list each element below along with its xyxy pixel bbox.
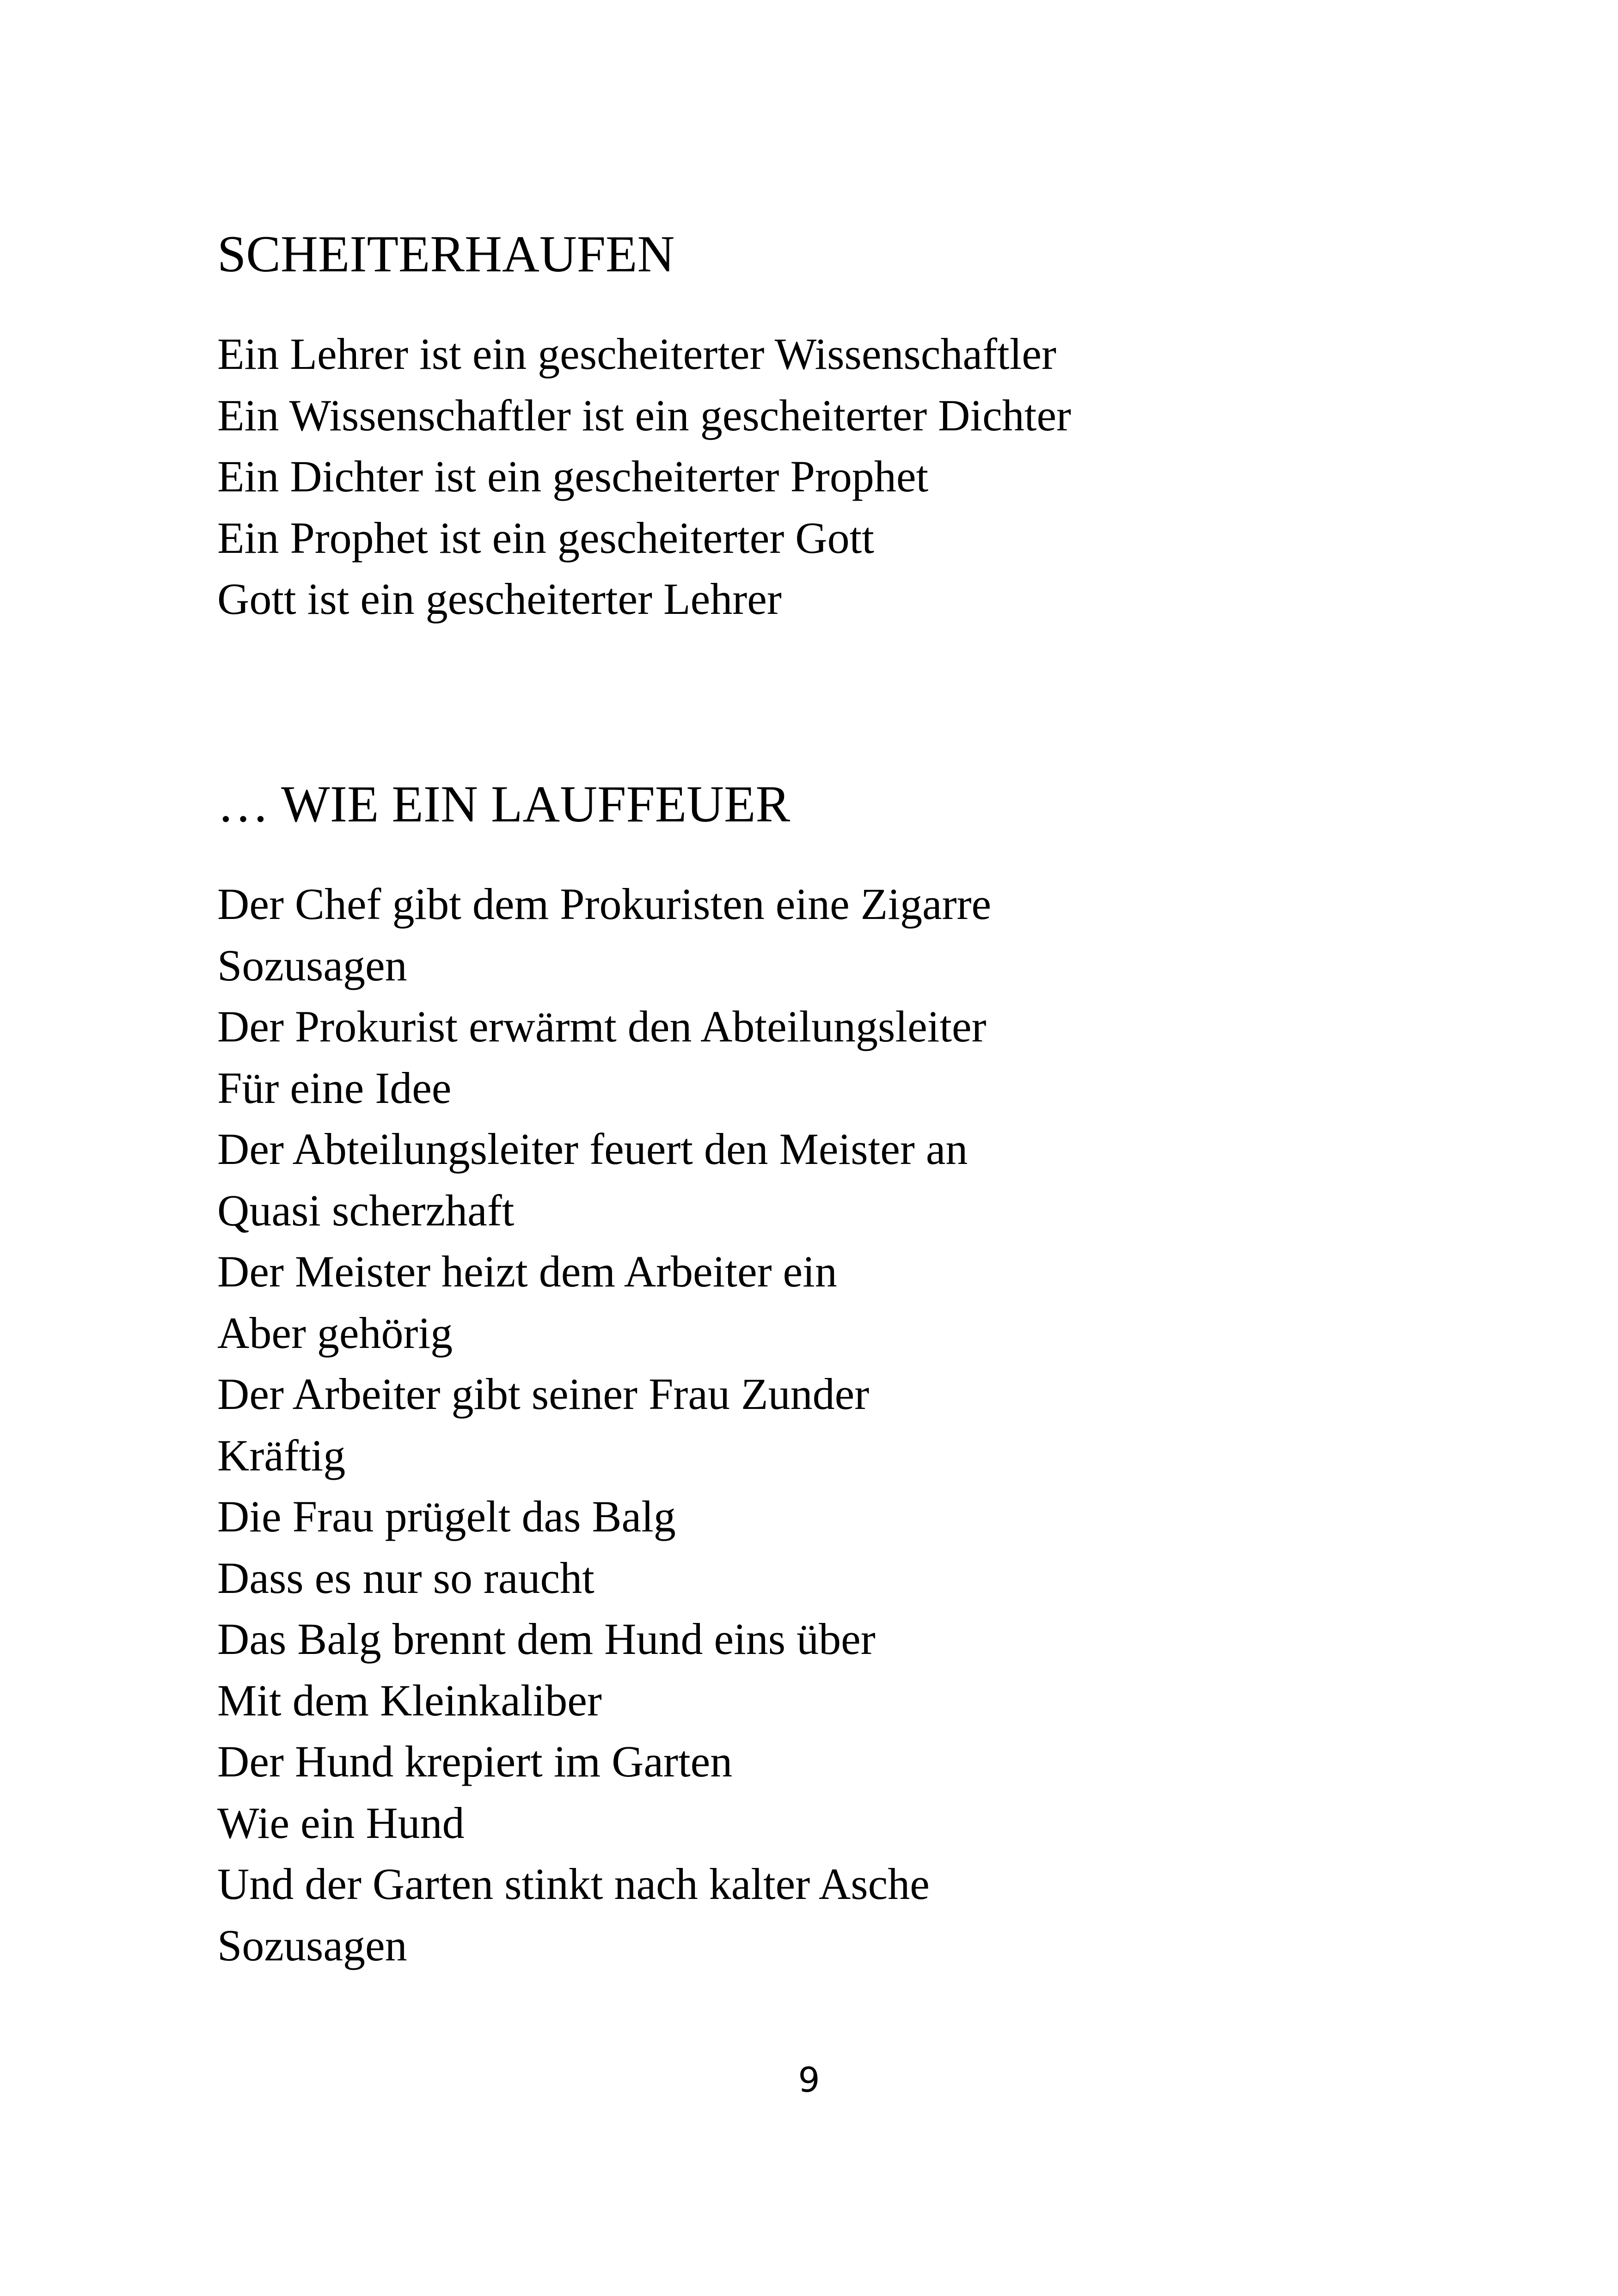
poem-line: Der Meister heizt dem Arbeiter ein bbox=[217, 1247, 837, 1296]
page-number: 9 bbox=[798, 2060, 820, 2100]
poem-line: Dass es nur so raucht bbox=[217, 1553, 594, 1603]
poem-line: Sozusagen bbox=[217, 940, 407, 990]
poem-line: Mit dem Kleinkaliber bbox=[217, 1675, 602, 1725]
poem-lines bbox=[217, 874, 1558, 1976]
poem-line: Der Hund krepiert im Garten bbox=[217, 1737, 733, 1786]
poem-line: Kräftig bbox=[217, 1430, 346, 1480]
poem-scheiterhaufen bbox=[217, 217, 1558, 630]
poem-line: Für eine Idee bbox=[217, 1063, 452, 1113]
poem-line: Der Arbeiter gibt seiner Frau Zunder bbox=[217, 1369, 870, 1419]
poem-line: Ein Dichter ist ein gescheiterter Prophet bbox=[217, 452, 929, 501]
poem-line: Die Frau prügelt das Balg bbox=[217, 1492, 676, 1541]
poem-line: Das Balg brennt dem Hund eins über bbox=[217, 1614, 876, 1664]
poem-line: Ein Lehrer ist ein gescheiterter Wissenschaftler bbox=[217, 329, 1056, 379]
poem-title: … WIE EIN LAUFFEUER bbox=[217, 776, 791, 833]
poem-line: Wie ein Hund bbox=[217, 1798, 465, 1848]
poem-line: Sozusagen bbox=[217, 1920, 407, 1970]
poem-line: Der Abteilungsleiter feuert den Meister an bbox=[217, 1124, 968, 1174]
poem-title: SCHEITERHAUFEN bbox=[217, 226, 675, 283]
poem-lines bbox=[217, 324, 1558, 630]
poem-wie-ein-lauffeuer bbox=[217, 767, 1558, 1976]
poem-line: Quasi scherzhaft bbox=[217, 1185, 515, 1235]
poem-line: Aber gehörig bbox=[217, 1308, 453, 1358]
poem-line: Der Chef gibt dem Prokuristen eine Zigarre bbox=[217, 879, 992, 929]
poem-line: Gott ist ein gescheiterter Lehrer bbox=[217, 574, 782, 624]
poem-line: Der Prokurist erwärmt den Abteilungsleiter bbox=[217, 1002, 987, 1051]
poem-line: Und der Garten stinkt nach kalter Asche bbox=[217, 1859, 930, 1909]
poem-line: Ein Prophet ist ein gescheiterter Gott bbox=[217, 513, 874, 563]
poem-line: Ein Wissenschaftler ist ein gescheiterter Dichter bbox=[217, 390, 1072, 440]
